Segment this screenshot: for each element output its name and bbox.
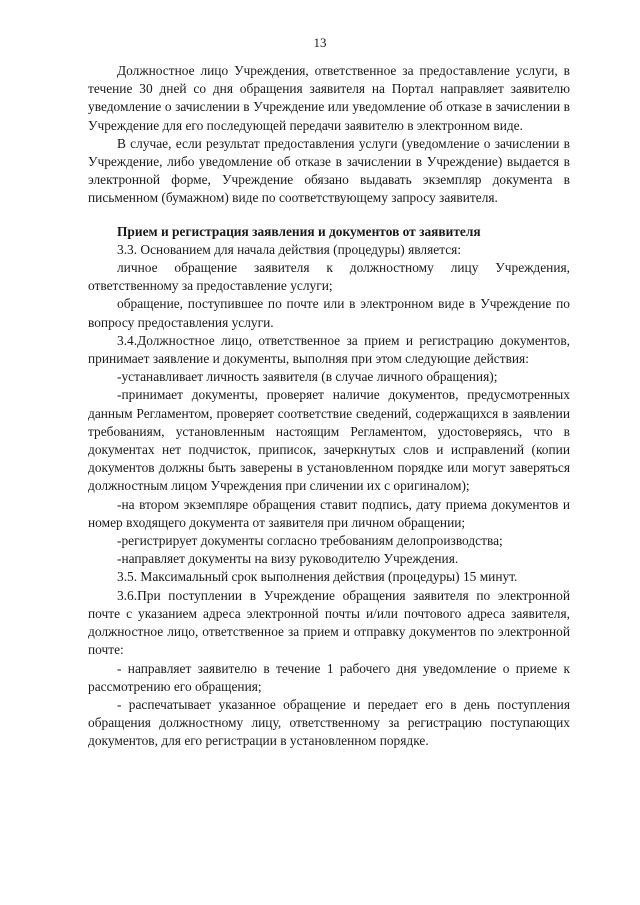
paragraph-3-3: 3.3. Основанием для начала действия (процедуры) является: <box>117 241 462 257</box>
paragraph-3-4: 3.4.Должностное лицо, ответственное за прием и регистрацию документов, принимает заявление и документы, выполняя при этом следующие действия: <box>88 332 570 367</box>
paragraph-electronic-result: В случае, если результат предоставления услуги (уведомление о зачислении в Учреждение, либо уведомление об отказе в зачислении в Учреждение) выдается в электронной форме, Учреждение обязано выдавать экземпляр документа в письменном (бумажном) виде по соответствующему запросу заявителя. <box>88 135 570 206</box>
paragraph-accept-documents: -принимает документы, проверяет наличие документов, предусмотренных данным Регламентом, проверяет соответствие сведений, содержащихся в заявлении требованиям, установленным настоящим Регламентом, удостоверяясь, что в документах нет подчисток, приписок, зачеркнутых слов и исправлений (копии документов должны быть заверены в установленном порядке или могут заверяться должностным лицом Учреждения при сличении их с оригиналом); <box>88 387 570 494</box>
page-number: 13 <box>313 35 327 50</box>
paragraph-send-for-visa: -направляет документы на визу руководителю Учреждения. <box>117 551 459 567</box>
paragraph-print-appeal: - распечатывает указанное обращение и передает его в день поступления обращения должностному лицу, ответственному за регистрацию поступающих документов, для его регистрации в установленном порядке. <box>88 696 570 749</box>
paragraph-register-documents: -регистрирует документы согласно требованиям делопроизводства; <box>117 533 503 549</box>
paragraph-personal-appeal: личное обращение заявителя к должностному лицу Учреждения, ответственному за предоставление услуги; <box>88 260 570 294</box>
document-body <box>88 62 570 751</box>
paragraph-portal-notification: Должностное лицо Учреждения, ответственное за предоставление услуги, в течение 30 дней со дня обращения заявителя на Портал направляет заявителю уведомление о зачислении в Учреждение или уведомление об отказе в зачислении в Учреждение для его последующей передачи заявителю в электронном виде. <box>88 63 570 133</box>
section-heading: Прием и регистрация заявления и документов от заявителя <box>117 223 481 239</box>
paragraph-3-6: 3.6.При поступлении в Учреждение обращения заявителя по электронной почте с указанием адреса электронной почты и/или почтового адреса заявителя, должностное лицо, ответственное за прием и отправку документов по электронной почте: <box>88 587 570 658</box>
paragraph-3-5: 3.5. Максимальный срок выполнения действия (процедуры) 15 минут. <box>117 569 518 585</box>
paragraph-sign-copy: -на втором экземпляре обращения ставит подпись, дату приема документов и номер входящего документа от заявителя при личном обращении; <box>88 496 570 530</box>
paragraph-identify-applicant: -устанавливает личность заявителя (в случае личного обращения); <box>117 369 498 385</box>
paragraph-postal-appeal: обращение, поступившее по почте или в электронном виде в Учреждение по вопросу предоставления услуги. <box>88 296 570 330</box>
paragraph-send-notification: - направляет заявителю в течение 1 рабочего дня уведомление о приеме к рассмотрению его обращения; <box>88 660 570 694</box>
